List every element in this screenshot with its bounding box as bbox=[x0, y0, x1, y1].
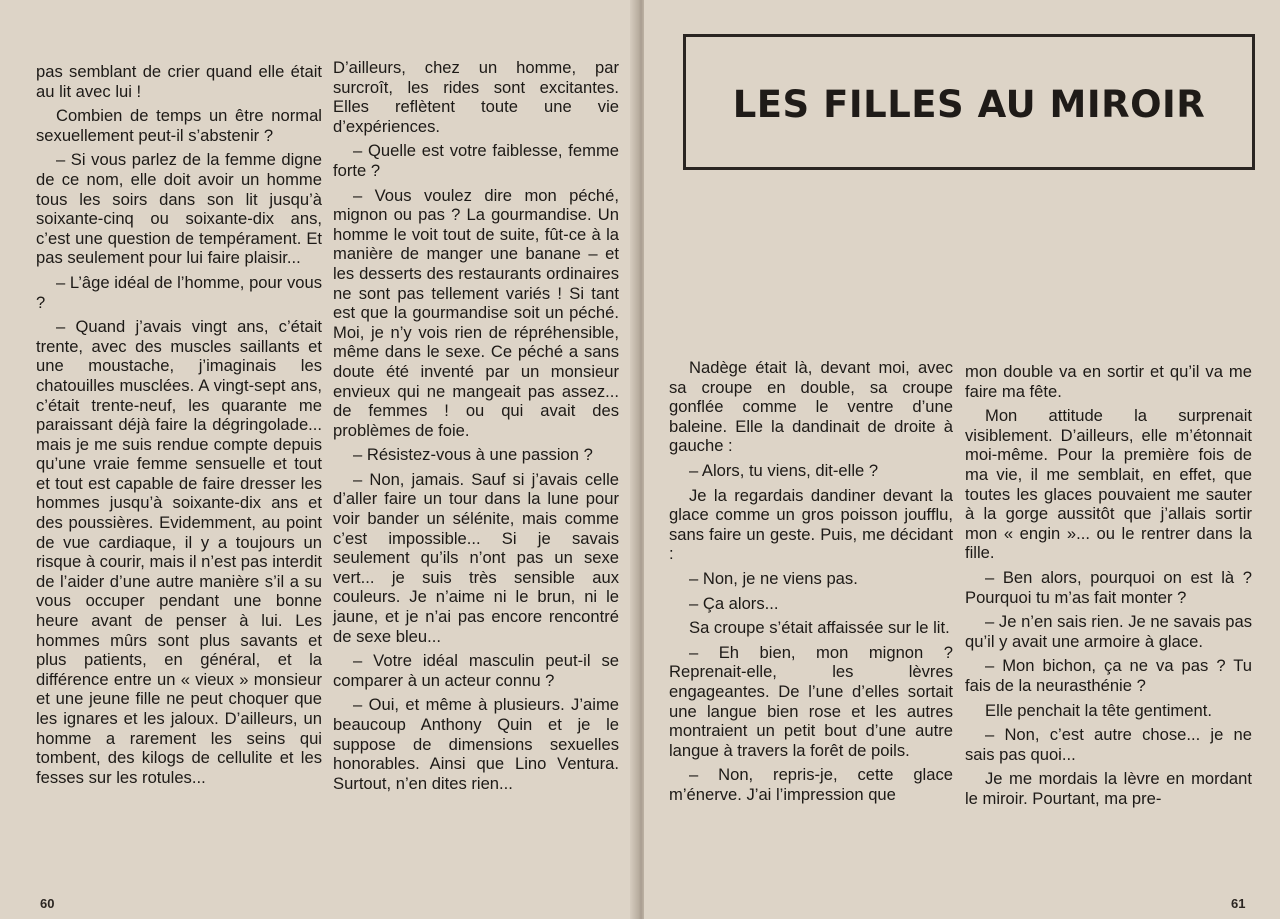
paragraph: – Ben alors, pourquoi on est là ? Pourquoi tu m’as fait monter ? bbox=[965, 567, 1252, 607]
paragraph: pas semblant de crier quand elle était au lit avec lui ! bbox=[36, 62, 322, 101]
left-column-1 bbox=[36, 62, 322, 792]
paragraph: Combien de temps un être normal sexuellement peut-il s’abstenir ? bbox=[36, 106, 322, 145]
paragraph: – Oui, et même à plusieurs. J’aime beaucoup Anthony Quin et je le suppose de dimensions sexuelles honorables. Ainsi que Lino Ventura. Surtout, n’en dites rien... bbox=[333, 695, 619, 793]
paragraph: – Non, repris-je, cette glace m’énerve. J’ai l’impression que bbox=[669, 765, 953, 804]
paragraph: Mon attitude la surprenait visiblement. D’ailleurs, elle m’étonnait moi-même. Pour la première fois de ma vie, il me semblait, en effet, que toutes les glaces pouvaient me sauter à la gorge aussitôt que j’allais sortir mon « engin »... ou le rentrer dans la fille. bbox=[965, 406, 1252, 563]
paragraph: Je la regardais dandiner devant la glace comme un gros poisson joufflu, sans faire un geste. Puis, me décidant : bbox=[669, 485, 953, 564]
paragraph: – Non, c’est autre chose... je ne sais pas quoi... bbox=[965, 725, 1252, 764]
paragraph: – Si vous parlez de la femme digne de ce nom, elle doit avoir un homme tous les soirs dans son lit jusqu’à soixante-cinq ou soixante-dix ans, c’est une question de tempérament. Et pas seulement pour lui faire plaisir... bbox=[36, 150, 322, 268]
paragraph: – Non, jamais. Sauf si j’avais celle d’aller faire un tour dans la lune pour voir bander un sélénite, mais comme c’est impossible... Si je savais seulement qu’ils n’ont pas un sexe vert... je suis très sensible aux couleurs. Je n’aime ni le brun, ni le jaune, et je n’ai pas encore rencontré de sexe bleu... bbox=[333, 469, 619, 646]
paragraph: Nadège était là, devant moi, avec sa croupe en double, sa croupe gonflée comme le ventre d’une baleine. Elle la dandinait de droite à gauche : bbox=[669, 358, 953, 456]
paragraph: Je me mordais la lèvre en mordant le miroir. Pourtant, ma pre- bbox=[965, 769, 1252, 808]
paragraph: – Quand j’avais vingt ans, c’était trente, avec des muscles saillants et une moustache, j’imaginais les chatouilles musclées. A vingt-sept ans, c’était trente-neuf, les quarante me paraissant déjà faire la dégringolade... mais je me suis rendue compte depuis qu’une vraie femme sensuelle et tout et tout est capable de faire dresser les hommes jusqu’à soixante-dix ans et des poussières. Evidemment, au point de vue cardiaque, il y a toujours un risque à courir, mais il n’est pas interdit de l’aider d’une autre manière s’il a su vous occuper pendant une bonne heure avant de penser à lui. Les hommes mûrs sont plus savants et plus patients, en général, et la différence entre un « vieux » monsieur et une jeune fille ne peut choquer que les ignares et les jaloux. D’ailleurs, un homme a rarement les seins qui tombent, des kilogs de cellulite et les fesses sur les rotules... bbox=[36, 317, 322, 787]
paragraph: – Je n’en sais rien. Je ne savais pas qu’il y avait une armoire à glace. bbox=[965, 612, 1252, 651]
article-title: LES FILLES AU MIROIR bbox=[732, 83, 1206, 126]
paragraph: mon double va en sortir et qu’il va me faire ma fête. bbox=[965, 362, 1252, 401]
paragraph: – Votre idéal masculin peut-il se comparer à un acteur connu ? bbox=[333, 651, 619, 690]
paragraph: Elle penchait la tête gentiment. bbox=[985, 700, 1212, 720]
left-page bbox=[0, 0, 636, 919]
paragraph: – Résistez-vous à une passion ? bbox=[353, 445, 593, 465]
paragraph: Sa croupe s’était affaissée sur le lit. bbox=[689, 618, 950, 638]
paragraph: – Quelle est votre faiblesse, femme forte ? bbox=[333, 141, 619, 180]
paragraph: – Non, je ne viens pas. bbox=[689, 568, 858, 588]
right-column-2 bbox=[965, 362, 1252, 813]
paragraph: – L’âge idéal de l’homme, pour vous ? bbox=[36, 272, 322, 312]
page-number-left: 60 bbox=[40, 896, 55, 911]
paragraph: – Vous voulez dire mon péché, mignon ou pas ? La gourmandise. Un homme le voit tout de suite, fût-ce à la manière de manger une banane – et les desserts des restaurants ordinaires ne sont pas tellement variés ! Si tant est que la gourmandise soit un péché. Moi, je n’y vois rien de répréhensible, même dans le sexe. Ce péché a sans doute été inventé par un monsieur envieux qui ne mangeait pas assez... de femmes ! ou qui avait des problèmes de foie. bbox=[333, 185, 619, 440]
title-box bbox=[683, 34, 1255, 170]
right-column-1 bbox=[669, 358, 953, 809]
page-number-right: 61 bbox=[1231, 896, 1246, 911]
paragraph: – Alors, tu viens, dit-elle ? bbox=[689, 460, 879, 480]
paragraph: – Eh bien, mon mignon ? Reprenait-elle, les lèvres engageantes. De l’une d’elles sortait une langue bien rose et les autres montraient un petit bout d’une autre langue à travers la forêt de poils. bbox=[669, 642, 953, 760]
left-column-2 bbox=[333, 58, 619, 798]
paragraph: D’ailleurs, chez un homme, par surcroît, les rides sont excitantes. Elles reflètent toute une vie d’expériences. bbox=[333, 58, 619, 136]
paragraph: – Ça alors... bbox=[689, 593, 779, 613]
paragraph: – Mon bichon, ça ne va pas ? Tu fais de la neurasthénie ? bbox=[965, 656, 1252, 695]
